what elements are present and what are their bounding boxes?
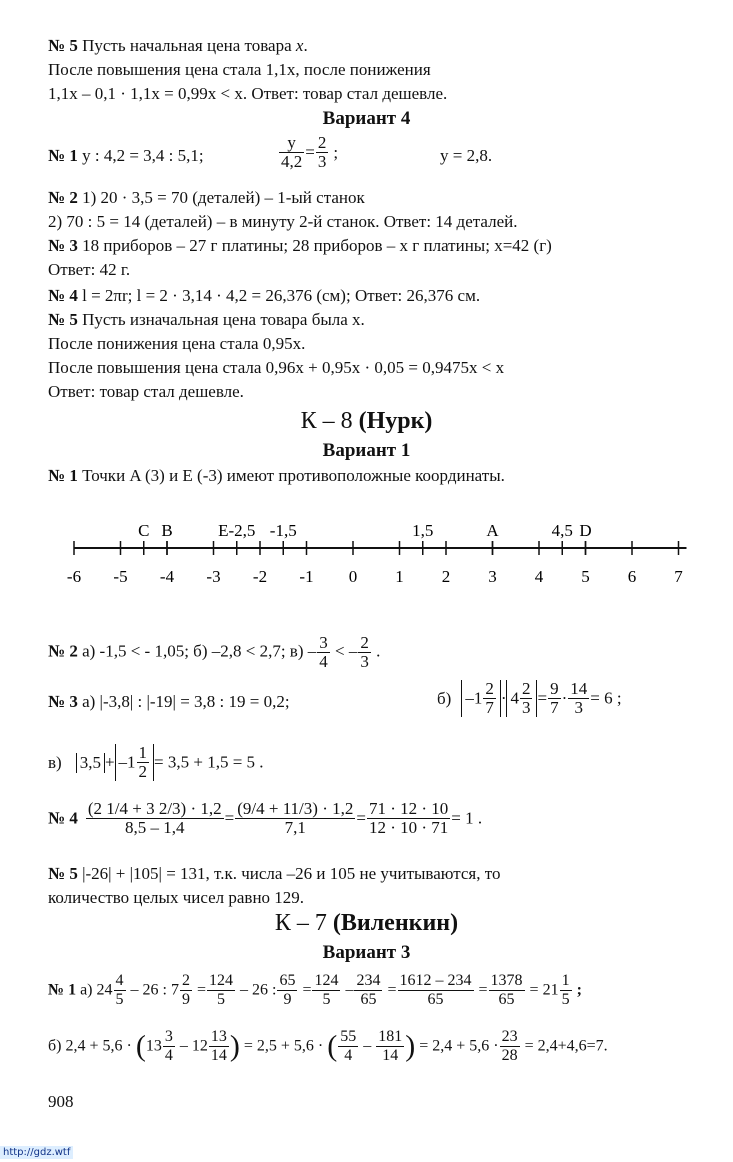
denominator: 65 (498, 991, 515, 1008)
abs-value (461, 680, 501, 717)
task-5-line-3: 1,1x – 0,1 · 1,1x = 0,99x < x. Ответ: товар стал дешевле. (48, 84, 448, 103)
fraction (568, 680, 589, 717)
fraction (398, 972, 474, 1009)
fraction (279, 134, 304, 171)
task-text: Точки A (3) и E (-3) имеют противоположные координаты. (77, 466, 505, 485)
numerator: 3 (164, 1028, 173, 1045)
numerator: 14 (570, 679, 588, 698)
heading-k7-code: К – 7 (274, 910, 333, 936)
times: · (500, 688, 507, 708)
task-text: ; (572, 981, 582, 999)
task-number: № 1 (48, 466, 78, 485)
tick-label: 3 (488, 567, 497, 586)
k8-task-5-line-2: количество целых чисел равно 129. (48, 888, 305, 907)
tick-label: 5 (581, 567, 590, 586)
task-5-line-1 (48, 36, 308, 56)
whole-part: 13 (145, 1037, 162, 1055)
tick-label: 2 (441, 567, 451, 586)
fraction (367, 800, 450, 837)
fraction (500, 1028, 520, 1065)
task-5-line-2: После повышения цена стала 1,1x, после понижения (48, 60, 431, 79)
equals: = (474, 981, 488, 999)
numerator: 1 (561, 972, 570, 989)
times: · (561, 688, 568, 708)
task-text: а) |-3,8| : |-19| = 3,8 : 19 = 0,2; (77, 692, 290, 711)
point-label: A (486, 521, 499, 540)
plus: + (104, 752, 115, 772)
v4-task-5-answer: Ответ: товар стал дешевле. (48, 382, 244, 401)
fraction (489, 972, 525, 1009)
k8-task-3-v (48, 744, 264, 781)
numerator: 1378 (490, 972, 523, 989)
v4-task-5 (48, 310, 365, 330)
fraction (209, 1028, 229, 1065)
denominator: 5 (217, 991, 225, 1008)
equals: = (192, 981, 206, 999)
heading-k8 (0, 408, 733, 435)
task-number: № 1 (48, 146, 78, 165)
denominator: 5 (322, 991, 331, 1008)
k8-task-1 (48, 466, 505, 486)
task-number: № 5 (48, 864, 78, 883)
v4-task-1-answer: y = 2,8. (440, 146, 493, 165)
fraction (317, 634, 330, 671)
tick-label: -4 (159, 567, 175, 586)
paren-open: ( (327, 1029, 338, 1063)
task-text: 1) 20 · 3,5 = 70 (деталей) – 1-ый станок (77, 188, 365, 207)
task-text: < – (330, 641, 358, 661)
denominator: 7 (550, 698, 559, 717)
label: в) (48, 752, 62, 772)
v4-task-2-line-2: 2) 70 : 5 = 14 (деталей) – в минуту 2-й станок. Ответ: 14 деталей. (48, 212, 518, 231)
fraction (277, 972, 297, 1009)
equals: = (537, 688, 548, 708)
heading-variant-1: Вариант 1 (322, 440, 411, 461)
equals: = (298, 981, 312, 999)
numerator: 4 (115, 972, 124, 989)
paren-close: ) (405, 1029, 416, 1063)
denominator: 3 (521, 698, 531, 717)
numerator: 124 (209, 972, 233, 989)
task-text: . (303, 36, 308, 55)
denominator: 28 (501, 1047, 518, 1064)
equals: = (383, 981, 397, 999)
denominator: 3 (360, 652, 369, 671)
task-text: – (341, 981, 354, 999)
page-number: 908 (48, 1092, 74, 1111)
numerator: y (279, 134, 304, 153)
task-number: № 5 (48, 310, 78, 329)
denominator: 65 (360, 991, 377, 1008)
denominator: 9 (181, 991, 190, 1008)
task-text: б) 2,4 + 5,6 · (48, 1037, 136, 1055)
heading-variant-4: Вариант 4 (322, 108, 411, 129)
task-text: – 26 : (236, 981, 277, 999)
denominator: 5 (561, 991, 570, 1008)
task-text: а) 24 (76, 981, 113, 999)
numerator: 13 (210, 1028, 227, 1045)
numerator: 2 (521, 679, 531, 698)
denominator: 12 · 10 · 71 (368, 818, 449, 837)
task-number: № 4 (48, 808, 78, 828)
task-number: № 2 (48, 188, 78, 207)
task-text: |-26| + |105| = 131, т.к. числа –26 и 105 не учитываются, то (77, 864, 501, 883)
task-text: y : 4,2 = 3,4 : 5,1; (77, 146, 204, 165)
fraction (207, 972, 235, 1009)
numerator: 3 (319, 633, 328, 652)
result: = 3,5 + 1,5 = 5 . (154, 752, 264, 772)
task-number: № 3 (48, 236, 78, 255)
fraction (163, 1028, 175, 1065)
task-number: № 1 (48, 981, 77, 999)
numerator: 2 (181, 972, 190, 989)
whole-part: 4 (510, 688, 519, 708)
task-number: № 2 (48, 641, 78, 661)
task-text: – (359, 1037, 376, 1055)
denominator: 14 (382, 1047, 399, 1064)
task-number: № 5 (48, 36, 78, 55)
fraction (358, 634, 371, 671)
denominator: 5 (115, 991, 124, 1008)
task-text: = 2,5 + 5,6 · (239, 1037, 328, 1055)
numerator: 124 (314, 972, 339, 989)
tick-label: -1 (299, 567, 314, 586)
point-label: B (161, 521, 173, 540)
whole-part: –1 (118, 752, 136, 772)
abs-value: 3,5 (76, 753, 105, 773)
fraction (86, 800, 224, 837)
paren-close: ) (229, 1029, 240, 1063)
task-text: = 2,4 + 5,6 · (415, 1037, 499, 1055)
fraction (560, 972, 572, 1009)
task-text: l = 2πr; l = 2 · 3,14 · 4,2 = 26,376 (см); Ответ: 26,376 см. (77, 286, 481, 305)
v4-task-2 (48, 188, 365, 208)
tick-label: -3 (206, 567, 221, 586)
k7-task-1-b (48, 1028, 608, 1065)
numerator: (9/4 + 11/3) · 1,2 (237, 799, 354, 818)
numerator: 55 (340, 1028, 357, 1045)
denominator: 4,2 (281, 152, 303, 171)
task-number: № 4 (48, 286, 78, 305)
abs-value (506, 680, 537, 717)
denominator: 3 (574, 698, 583, 717)
task-text: Пусть изначальная цена товара была x. (77, 310, 365, 329)
equals: = 21 (525, 981, 559, 999)
k8-task-3-b (437, 680, 622, 717)
point-label: D (579, 521, 592, 540)
v4-task-3 (48, 236, 552, 256)
numerator: 71 · 12 · 10 (368, 799, 449, 818)
fraction (316, 134, 329, 171)
tick-label: -6 (66, 567, 82, 586)
point-label: 4,5 (551, 521, 573, 540)
fraction (312, 972, 340, 1009)
numerator: 1612 – 234 (399, 972, 472, 989)
task-text: – 26 : 7 (126, 981, 179, 999)
result: = 1 . (451, 808, 483, 828)
numerator: 9 (550, 679, 559, 698)
numerator: 65 (279, 972, 296, 989)
numerator: 234 (356, 972, 381, 989)
numerator: 181 (378, 1028, 403, 1045)
fraction (376, 1028, 404, 1065)
tick-label: 6 (627, 567, 637, 586)
paren-open: ( (135, 1029, 146, 1063)
task-text: а) -1,5 < - 1,05; б) –2,8 < 2,7; в) – (77, 641, 317, 661)
k7-task-1-a (48, 972, 582, 1009)
fraction (180, 972, 192, 1009)
result: = 6 ; (590, 688, 622, 708)
numerator: 2 (317, 133, 327, 152)
denominator: 65 (427, 991, 444, 1008)
tick-label: 4 (534, 567, 544, 586)
tick-label: -2 (252, 567, 268, 586)
denominator: 14 (210, 1047, 227, 1064)
v4-task-5-line-3: После повышения цена стала 0,96x + 0,95x · 0,05 = 0,9475x < x (48, 358, 505, 377)
k8-task-5 (48, 864, 500, 884)
tick-label: -5 (113, 567, 128, 586)
fraction (548, 680, 561, 717)
fraction (137, 744, 150, 781)
task-text: 18 приборов – 27 г платины; 28 приборов – x г платины; x=42 (г) (77, 236, 552, 255)
heading-k8-code: К – 8 (300, 408, 359, 434)
numerator: 2 (360, 633, 369, 652)
heading-k8-author: (Нурк) (358, 408, 433, 434)
point-label: -1,5 (269, 521, 297, 540)
numerator: 1 (138, 743, 148, 762)
label: б) (437, 688, 452, 708)
task-text: = 2,4+4,6=7. (520, 1037, 608, 1055)
v4-task-3-answer: Ответ: 42 г. (48, 260, 131, 279)
equals: = (305, 142, 315, 162)
denominator: 4 (319, 652, 328, 671)
numerator: (2 1/4 + 3 2/3) · 1,2 (87, 799, 222, 818)
semicolon: ; (333, 142, 339, 162)
equals: = (356, 808, 366, 828)
fraction (520, 680, 533, 717)
denominator: 4 (164, 1047, 173, 1064)
denominator: 7,1 (284, 818, 306, 837)
tick-label: 7 (674, 567, 683, 586)
fraction (235, 800, 355, 837)
point-label: E-2,5 (218, 521, 256, 540)
task-text: . (371, 641, 381, 661)
task-number: № 3 (48, 692, 78, 711)
v4-task-4 (48, 286, 480, 306)
point-label: 1,5 (412, 521, 434, 540)
k8-task-2 (48, 634, 380, 671)
denominator: 9 (283, 991, 292, 1008)
number-line (0, 512, 733, 602)
equals: = (224, 808, 235, 828)
task-text: Пусть начальная цена товара (77, 36, 296, 55)
watermark-link[interactable]: http://gdz.wtf (0, 1146, 73, 1159)
heading-variant-3: Вариант 3 (322, 942, 411, 963)
numerator: 23 (501, 1028, 518, 1045)
fraction (483, 680, 496, 717)
task-text: – 12 (175, 1037, 208, 1055)
v4-task-1-proportion (278, 134, 338, 171)
denominator: 7 (485, 698, 494, 717)
fraction (114, 972, 126, 1009)
numerator: 2 (485, 679, 494, 698)
denominator: 4 (344, 1047, 353, 1064)
k8-task-4 (48, 800, 482, 837)
heading-k7 (0, 910, 733, 937)
fraction (338, 1028, 358, 1065)
whole-part: –1 (465, 688, 483, 708)
point-label: C (138, 521, 150, 540)
denominator: 2 (138, 762, 148, 781)
tick-label: 1 (395, 567, 404, 586)
denominator: 8,5 – 1,4 (124, 818, 185, 837)
var-x: x (295, 36, 304, 55)
v4-task-1 (48, 146, 204, 166)
denominator: 3 (317, 152, 327, 171)
tick-label: 0 (348, 567, 358, 586)
heading-k7-author: (Виленкин) (332, 910, 459, 936)
fraction (354, 972, 382, 1009)
abs-value (115, 744, 155, 781)
k8-task-3-a (48, 692, 290, 712)
v4-task-5-line-2: После понижения цена стала 0,95x. (48, 334, 306, 353)
